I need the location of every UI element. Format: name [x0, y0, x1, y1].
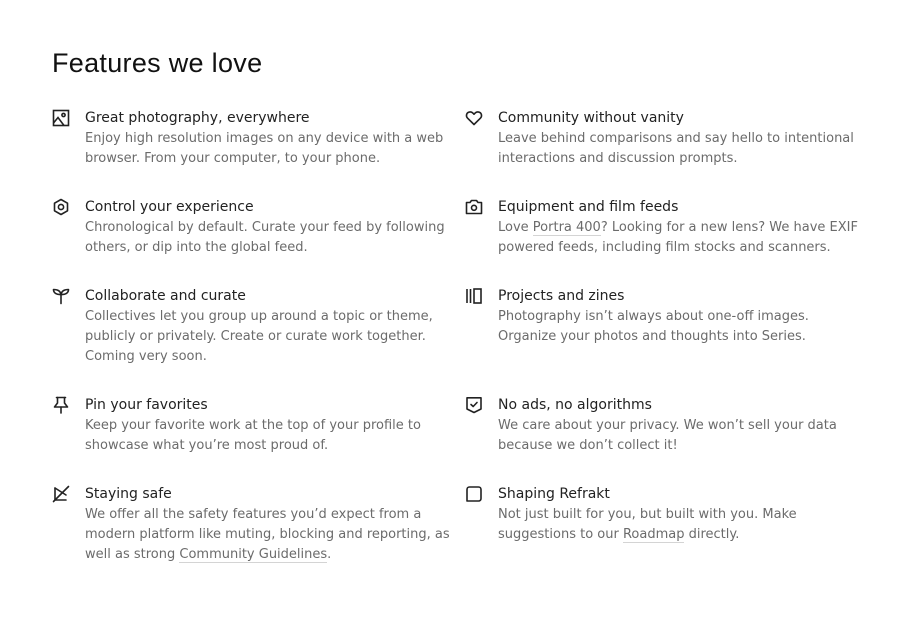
- feature-description: Collectives let you group up around a topic or theme, publicly or privately. Create or curate work together. Coming very soon.: [85, 309, 433, 364]
- feature-title: No ads, no algorithms: [498, 397, 652, 413]
- description-text: ? Looking for a new lens? We have EXIF powered feeds, including film stocks and scanners.: [498, 220, 858, 255]
- image-icon: [52, 109, 70, 127]
- feature-equipment-film-feeds: [465, 197, 862, 286]
- page-title: Features we love: [52, 48, 263, 78]
- columns-icon: [465, 287, 483, 305]
- feature-title: Pin your favorites: [85, 397, 208, 413]
- community-guidelines-link[interactable]: Community Guidelines: [179, 547, 328, 562]
- portra-400-link[interactable]: Portra 400: [532, 220, 601, 235]
- feature-community-without-vanity: [465, 108, 862, 197]
- feature-title: Equipment and film feeds: [498, 199, 679, 215]
- feature-projects-zines: [465, 286, 862, 395]
- feature-title: Great photography, everywhere: [85, 110, 310, 126]
- feature-description: Enjoy high resolution images on any device with a web browser. From your computer, to your phone.: [85, 131, 444, 166]
- description-text: Not just built for you, but built with you. Make suggestions to our: [498, 507, 797, 542]
- feature-description: Photography isn’t always about one-off images. Organize your photos and thoughts into Series.: [498, 309, 809, 344]
- feature-no-ads: [465, 395, 862, 484]
- megaphone-off-icon: [52, 485, 70, 503]
- roadmap-link[interactable]: Roadmap: [622, 527, 685, 542]
- feature-shaping-refrakt: [465, 484, 862, 593]
- camera-icon: [465, 198, 483, 216]
- description-text: directly.: [684, 527, 740, 542]
- feature-description: Chronological by default. Curate your feed by following others, or dip into the global feed.: [85, 220, 445, 255]
- description-text: We offer all the safety features you’d expect from a modern platform like muting, blocking and reporting, as well as strong: [85, 507, 450, 562]
- shield-check-icon: [465, 396, 483, 414]
- feature-description: [85, 505, 465, 565]
- message-square-icon: [465, 485, 483, 503]
- feature-title: Collaborate and curate: [85, 288, 246, 304]
- hexagon-settings-icon: [52, 198, 70, 216]
- feature-title: Shaping Refrakt: [498, 486, 610, 502]
- feature-title: Projects and zines: [498, 288, 625, 304]
- feature-description: Keep your favorite work at the top of your profile to showcase what you’re most proud of.: [85, 418, 421, 453]
- feature-description: [498, 505, 862, 545]
- feature-description: We care about your privacy. We won’t sell your data because we don’t collect it!: [498, 418, 837, 453]
- feature-title: Community without vanity: [498, 110, 684, 126]
- description-text: Love: [498, 220, 533, 235]
- feature-title: Staying safe: [85, 486, 172, 502]
- pin-icon: [52, 396, 70, 414]
- heart-icon: [465, 109, 483, 127]
- features-grid: [52, 108, 862, 593]
- feature-control-experience: [52, 197, 465, 286]
- feature-title: Control your experience: [85, 199, 254, 215]
- feature-pin-favorites: [52, 395, 465, 484]
- description-text: .: [327, 547, 332, 562]
- feature-collaborate-curate: [52, 286, 465, 395]
- feature-description: Leave behind comparisons and say hello to intentional interactions and discussion prompts.: [498, 131, 854, 166]
- feature-description: [498, 218, 862, 258]
- feature-staying-safe: [52, 484, 465, 593]
- feature-great-photography: [52, 108, 465, 197]
- sprout-icon: [52, 287, 70, 305]
